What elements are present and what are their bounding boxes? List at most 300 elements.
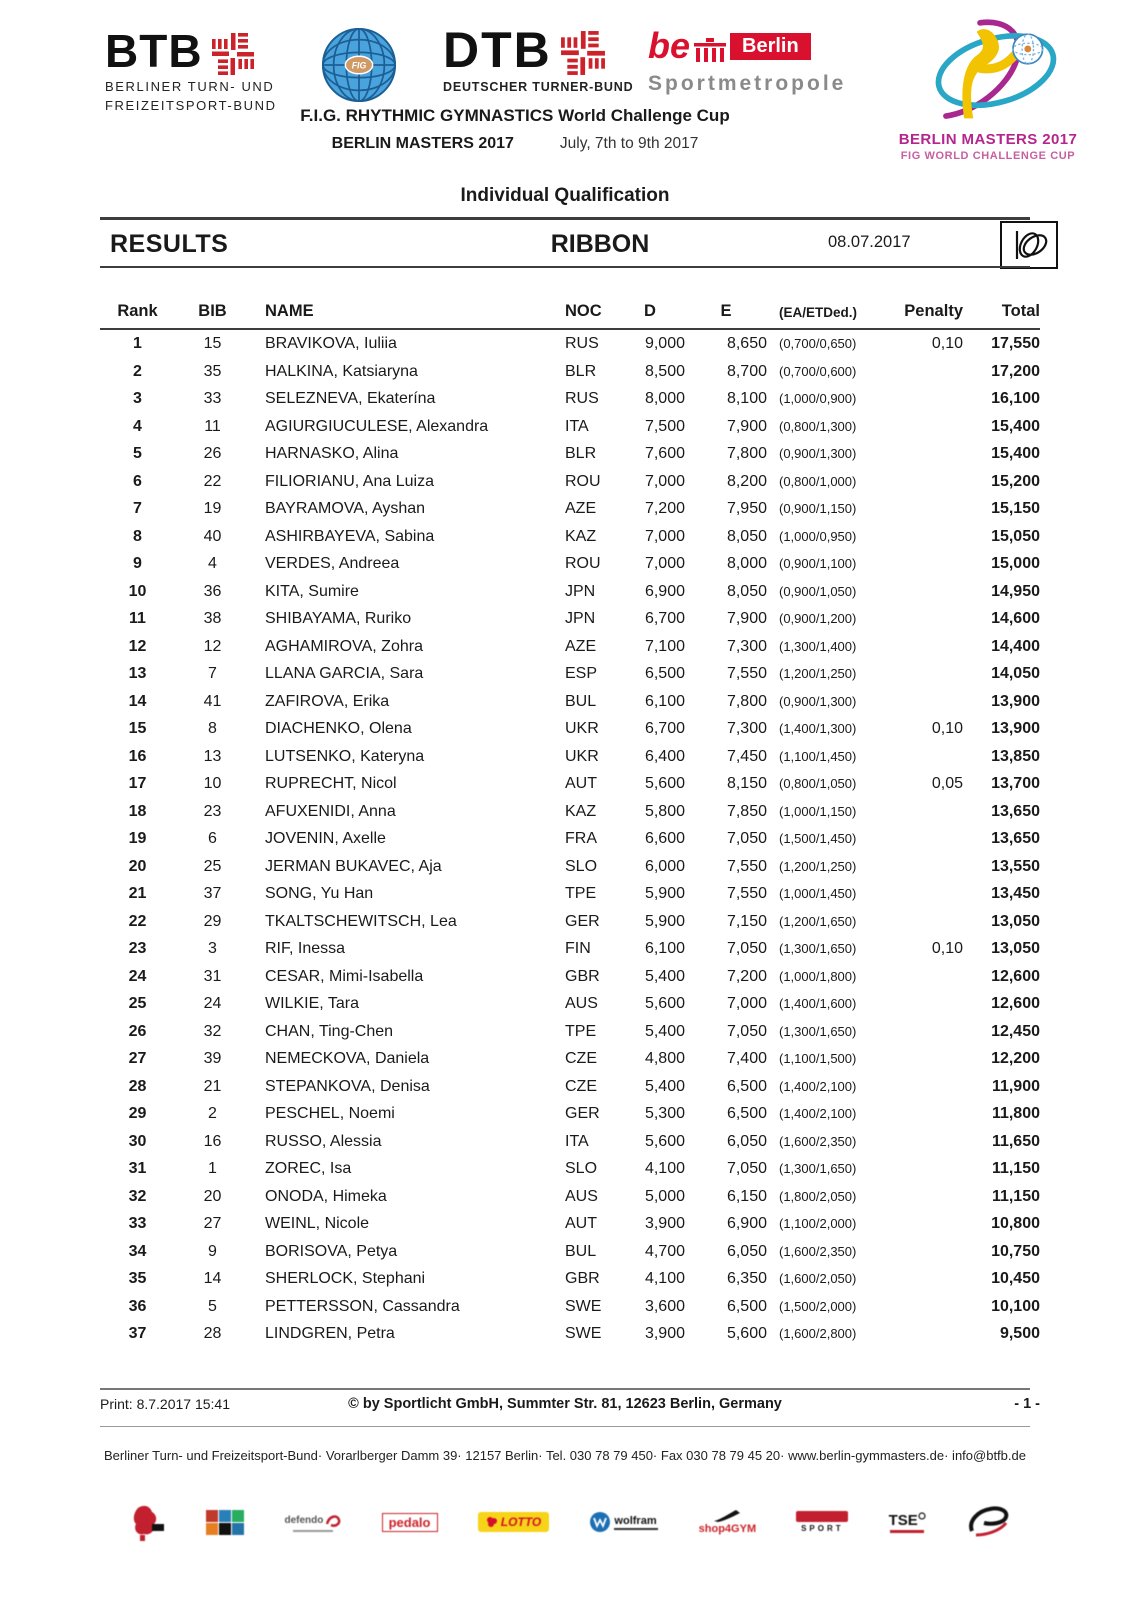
cell-total: 11,800 (991, 1105, 1040, 1122)
cell-rank: 16 (128, 747, 147, 765)
sponsor-tse-logo (889, 1512, 926, 1533)
cell-total: 13,850 (991, 747, 1040, 765)
table-row (100, 1018, 1040, 1046)
sponsor-sport-logo (796, 1511, 848, 1533)
cell-penalty (883, 523, 963, 551)
column-header-name: NAME (265, 302, 314, 320)
cell-penalty (883, 1210, 963, 1238)
cell-penalty (883, 495, 963, 523)
cell-rank: 37 (128, 1325, 147, 1342)
cell-noc: FIN (565, 940, 591, 957)
cell-ea-et: (1,300/1,650) (779, 1023, 857, 1039)
table-row (100, 1045, 1040, 1073)
cell-noc: JPN (565, 582, 596, 600)
cell-penalty (883, 605, 963, 633)
cell-rank: 4 (133, 417, 142, 435)
cell-ea-et: (1,000/0,900) (779, 391, 857, 406)
cell-name: HALKINA, Katsiaryna (265, 362, 418, 380)
cell-ea-et: (1,400/1,600) (779, 996, 857, 1011)
cell-e-score: 6,350 (726, 1270, 767, 1287)
cell-total: 16,100 (991, 390, 1040, 407)
cell-d-score: 7,000 (644, 555, 685, 572)
cell-noc: FRA (565, 830, 597, 847)
cell-e-score: 7,800 (726, 692, 767, 710)
event-subtitle-row (100, 135, 930, 153)
cell-rank: 14 (128, 692, 147, 710)
cell-name: HARNASKO, Alina (265, 445, 399, 462)
cell-bib: 32 (203, 1022, 222, 1040)
results-table-header (100, 290, 1040, 330)
cell-total: 13,650 (991, 802, 1040, 820)
dtb-logo-subtitle: DEUTSCHER TURNER-BUND (443, 80, 634, 94)
cell-total: 13,700 (991, 775, 1040, 792)
footer-copyright: © by Sportlicht GmbH, Summter Str. 81, 12623 Berlin, Germany (348, 1396, 782, 1412)
cell-d-score: 6,100 (644, 940, 685, 957)
table-row (100, 798, 1040, 826)
cell-ea-et: (0,900/1,300) (779, 446, 857, 461)
cell-e-score: 8,200 (726, 472, 767, 490)
cell-total: 15,400 (991, 445, 1040, 462)
cell-noc: GBR (565, 967, 600, 985)
cell-e-score: 7,850 (726, 802, 767, 820)
divider (100, 266, 1030, 268)
cell-ea-et: (0,900/1,150) (779, 501, 857, 516)
cell-noc: CZE (565, 1050, 597, 1067)
table-row (100, 1238, 1040, 1266)
cell-total: 15,200 (991, 472, 1040, 490)
table-row (100, 908, 1040, 936)
cell-e-score: 7,050 (726, 1022, 767, 1040)
cell-noc: UKR (565, 720, 599, 737)
table-row (100, 1210, 1040, 1238)
cell-noc: ROU (565, 555, 601, 572)
cell-penalty (883, 853, 963, 881)
cell-bib: 41 (203, 692, 222, 710)
table-row (100, 358, 1040, 386)
cell-rank: 28 (128, 1077, 147, 1095)
footer-page-number: - 1 - (1014, 1396, 1040, 1412)
cell-total: 13,050 (991, 940, 1040, 957)
cell-total: 11,650 (991, 1132, 1040, 1150)
cell-e-score: 8,150 (726, 775, 767, 792)
cell-d-score: 3,600 (644, 1297, 685, 1315)
cell-noc: ITA (565, 417, 589, 435)
cell-total: 12,200 (991, 1050, 1040, 1067)
cell-e-score: 7,900 (726, 610, 767, 627)
cell-rank: 7 (133, 500, 142, 517)
cell-total: 11,900 (991, 1077, 1040, 1095)
cell-e-score: 7,400 (726, 1050, 767, 1067)
cell-e-score: 7,550 (726, 857, 767, 875)
table-row (100, 330, 1040, 358)
cell-bib: 36 (203, 582, 222, 600)
table-row (100, 440, 1040, 468)
cell-ea-et: (1,400/1,300) (779, 721, 857, 736)
cell-ea-et: (1,100/2,000) (779, 1216, 857, 1231)
column-header-noc: NOC (565, 302, 602, 320)
cell-name: WILKIE, Tara (265, 995, 359, 1012)
sponsor-defendo-label: defendo (284, 1514, 324, 1526)
sponsor-lotto-logo (478, 1512, 549, 1532)
cell-d-score: 9,000 (644, 335, 685, 352)
table-row (100, 715, 1040, 743)
cell-d-score: 4,800 (644, 1050, 685, 1067)
cell-e-score: 7,800 (726, 445, 767, 462)
cell-total: 10,750 (991, 1242, 1040, 1260)
cell-d-score: 5,400 (644, 1022, 685, 1040)
cell-noc: RUS (565, 390, 599, 407)
cell-bib: 11 (204, 417, 221, 435)
table-row (100, 1128, 1040, 1156)
cell-noc: BUL (565, 692, 597, 710)
cell-d-score: 5,400 (644, 1077, 685, 1095)
cell-penalty (883, 550, 963, 578)
cell-d-score: 6,500 (644, 665, 685, 682)
cell-e-score: 5,600 (726, 1325, 767, 1342)
cell-total: 13,450 (991, 885, 1040, 902)
cell-penalty (883, 963, 963, 991)
cell-bib: 20 (203, 1187, 222, 1205)
cell-penalty (883, 468, 963, 496)
cell-d-score: 6,100 (644, 692, 685, 710)
cell-e-score: 8,100 (726, 390, 767, 407)
cell-rank: 1 (133, 335, 142, 352)
cell-d-score: 7,100 (644, 637, 685, 655)
cell-name: LINDGREN, Petra (265, 1325, 395, 1342)
cell-total: 12,600 (991, 967, 1040, 985)
cell-d-score: 4,700 (644, 1242, 685, 1260)
table-row (100, 633, 1040, 661)
cell-noc: AZE (565, 637, 597, 655)
dtb-logo-text: DTB (443, 22, 552, 78)
cell-bib: 33 (203, 390, 222, 407)
be-berlin-logo (648, 25, 847, 96)
cell-rank: 29 (128, 1105, 147, 1122)
cell-bib: 38 (203, 610, 222, 627)
cell-name: BRAVIKOVA, Iuliia (265, 335, 397, 352)
cell-noc: AUS (565, 995, 598, 1012)
cell-e-score: 8,050 (726, 582, 767, 600)
cell-d-score: 5,600 (644, 1132, 685, 1150)
table-row (100, 880, 1040, 908)
cell-name: ZAFIROVA, Erika (265, 692, 390, 710)
cell-bib: 15 (203, 335, 222, 352)
cell-noc: RUS (565, 335, 599, 352)
cell-penalty (883, 1073, 963, 1101)
cell-ea-et: (0,800/1,300) (779, 418, 857, 434)
cell-noc: ROU (565, 472, 601, 490)
cell-d-score: 5,000 (644, 1187, 685, 1205)
cell-penalty (883, 633, 963, 661)
cell-penalty (883, 1238, 963, 1266)
sponsor-wolfram-logo (589, 1511, 658, 1533)
column-header-total: Total (1001, 302, 1040, 320)
divider (100, 1426, 1030, 1427)
cell-total: 11,150 (991, 1187, 1040, 1205)
sponsor-wolfram-label: wolfram (614, 1514, 657, 1527)
cell-e-score: 7,550 (726, 885, 767, 902)
cell-penalty (883, 1183, 963, 1211)
cell-bib: 5 (208, 1297, 217, 1315)
cell-d-score: 5,600 (644, 775, 685, 792)
cell-rank: 27 (128, 1050, 147, 1067)
cell-d-score: 5,600 (644, 995, 685, 1012)
cell-d-score: 7,000 (644, 527, 685, 545)
cell-e-score: 8,700 (726, 362, 767, 380)
cell-total: 10,100 (991, 1297, 1040, 1315)
cell-total: 15,400 (991, 417, 1040, 435)
cell-bib: 9 (208, 1242, 217, 1260)
cell-noc: BUL (565, 1242, 597, 1260)
cell-name: NEMECKOVA, Daniela (265, 1050, 430, 1067)
cell-ea-et: (1,500/2,000) (779, 1298, 857, 1314)
cell-d-score: 5,900 (644, 912, 685, 930)
cell-total: 14,050 (991, 665, 1040, 682)
table-row (100, 468, 1040, 496)
footer-contact-line: Berliner Turn- und Freizeitsport-Bund· Vorarlberger Damm 39· 12157 Berlin· Tel. 030 78 79 450· Fax 030 78 79 45 20· www.berlin-gymmasters.de· info@btfb.de (104, 1448, 1026, 1463)
cell-bib: 24 (203, 995, 222, 1012)
cell-rank: 18 (128, 802, 147, 820)
column-header-ea-et: (EA/ETDed.) (779, 305, 858, 320)
berlin-masters-logo-subtitle: FIG WORLD CHALLENGE CUP (900, 150, 1076, 162)
cell-ea-et: (1,300/1,650) (779, 941, 857, 956)
cell-total: 13,650 (991, 830, 1040, 847)
cell-penalty (883, 1100, 963, 1128)
cell-name: AGIURGIUCULESE, Alexandra (265, 417, 489, 435)
cell-penalty (883, 413, 963, 441)
table-row (100, 1100, 1040, 1128)
cell-total: 17,550 (991, 335, 1040, 352)
cell-bib: 22 (203, 472, 222, 490)
cell-total: 13,550 (991, 857, 1040, 875)
cell-rank: 23 (128, 940, 147, 957)
cell-penalty (883, 1045, 963, 1073)
cell-d-score: 4,100 (644, 1270, 685, 1287)
cell-noc: BLR (565, 362, 597, 380)
cell-penalty (883, 1018, 963, 1046)
cell-noc: KAZ (565, 527, 597, 545)
cell-e-score: 6,050 (726, 1132, 767, 1150)
cell-rank: 15 (128, 720, 147, 737)
cell-e-score: 7,300 (726, 637, 767, 655)
event-title: F.I.G. RHYTHMIC GYMNASTICS World Challenge Cup (300, 106, 730, 125)
cell-ea-et: (1,600/2,050) (779, 1271, 857, 1286)
cell-total: 14,600 (991, 610, 1040, 627)
cell-bib: 26 (203, 445, 222, 462)
cell-bib: 7 (208, 665, 217, 682)
cell-rank: 10 (128, 582, 147, 600)
cell-noc: TPE (565, 1022, 597, 1040)
cell-ea-et: (1,000/0,950) (779, 528, 857, 544)
cell-total: 10,800 (991, 1215, 1040, 1232)
cell-e-score: 7,200 (726, 967, 767, 985)
cell-bib: 1 (208, 1160, 217, 1177)
brandenburg-gate-icon (694, 38, 726, 64)
table-row (100, 853, 1040, 881)
cell-ea-et: (0,900/1,300) (779, 693, 857, 709)
table-row (100, 770, 1040, 798)
footer-print-timestamp: Print: 8.7.2017 15:41 (100, 1396, 230, 1412)
cell-noc: BLR (565, 445, 597, 462)
sponsor-logos-row (130, 1492, 1010, 1552)
cell-total: 10,450 (991, 1270, 1040, 1287)
sponsor-lotto-label: LOTTO (500, 1515, 542, 1529)
cell-rank: 17 (128, 775, 147, 792)
cell-ea-et: (1,800/2,050) (779, 1188, 857, 1204)
cell-penalty (883, 440, 963, 468)
cell-penalty (883, 1293, 963, 1321)
cell-rank: 20 (128, 857, 147, 875)
cell-d-score: 4,100 (644, 1160, 685, 1177)
cell-penalty (883, 908, 963, 936)
cell-d-score: 6,700 (644, 720, 685, 737)
cell-noc: AUT (565, 1215, 597, 1232)
cell-bib: 29 (203, 912, 222, 930)
cell-name: JERMAN BUKAVEC, Aja (265, 857, 442, 875)
cell-e-score: 6,500 (726, 1297, 767, 1315)
table-row (100, 495, 1040, 523)
cell-ea-et: (0,900/1,100) (779, 556, 857, 571)
cell-penalty (883, 578, 963, 606)
cell-bib: 13 (203, 747, 222, 765)
cell-bib: 12 (203, 637, 222, 655)
gymnast-logo-icon (913, 16, 1063, 124)
cell-name: DIACHENKO, Olena (265, 720, 412, 737)
cell-ea-et: (1,500/1,450) (779, 831, 857, 846)
column-header-e: E (720, 302, 732, 320)
cell-name: CHAN, Ting-Chen (265, 1022, 394, 1040)
cell-d-score: 3,900 (644, 1215, 685, 1232)
be-berlin-berlin-text: Berlin (730, 33, 811, 60)
cell-rank: 31 (128, 1160, 147, 1177)
cell-name: ZOREC, Isa (265, 1160, 352, 1177)
cell-penalty (883, 880, 963, 908)
column-header-penalty: Penalty (904, 302, 963, 320)
cell-ea-et: (0,900/1,050) (779, 583, 857, 599)
sponsor-defendo-logo (284, 1512, 341, 1532)
table-row (100, 688, 1040, 716)
cell-ea-et: (1,600/2,350) (779, 1133, 857, 1149)
cell-penalty (883, 358, 963, 386)
cell-noc: SLO (565, 857, 598, 875)
cell-penalty (883, 385, 963, 413)
cell-ea-et: (1,000/1,800) (779, 968, 857, 984)
cell-name: WEINL, Nicole (265, 1215, 370, 1232)
cell-penalty (883, 1265, 963, 1293)
cell-penalty (883, 743, 963, 771)
cell-e-score: 7,050 (726, 1160, 767, 1177)
cell-name: KITA, Sumire (265, 582, 359, 600)
cell-rank: 2 (133, 362, 142, 380)
cell-bib: 10 (203, 775, 222, 792)
sponsor-pedalo-label: pedalo (382, 1513, 438, 1532)
cell-bib: 3 (208, 940, 217, 957)
cell-bib: 8 (208, 720, 217, 737)
sponsor-sport-label: SPORT (801, 1524, 844, 1533)
table-row (100, 990, 1040, 1018)
be-berlin-subtitle: Sportmetropole (648, 72, 847, 95)
cell-noc: AUT (565, 775, 597, 792)
cell-noc: GER (565, 912, 600, 930)
cell-name: SONG, Yu Han (265, 885, 374, 902)
sponsor-swoosh-logo (966, 1505, 1010, 1539)
cell-total: 14,950 (991, 582, 1040, 600)
cell-bib: 6 (208, 830, 217, 847)
cell-d-score: 6,700 (644, 610, 685, 627)
cell-name: JOVENIN, Axelle (265, 830, 386, 847)
table-row (100, 385, 1040, 413)
cell-bib: 40 (203, 527, 222, 545)
cell-d-score: 6,900 (644, 582, 685, 600)
cell-total: 9,500 (999, 1325, 1040, 1342)
cell-e-score: 8,650 (726, 335, 767, 352)
cell-bib: 14 (203, 1270, 222, 1287)
cell-noc: GBR (565, 1270, 600, 1287)
cell-e-score: 7,300 (726, 720, 767, 737)
cell-d-score: 7,500 (644, 417, 685, 435)
cell-noc: SWE (565, 1325, 602, 1342)
results-label: RESULTS (110, 230, 229, 258)
cell-d-score: 6,600 (644, 830, 685, 847)
cell-name: FILIORIANU, Ana Luiza (265, 472, 434, 490)
cell-ea-et: (1,600/2,350) (779, 1243, 857, 1259)
cell-penalty: 0,05 (931, 775, 963, 792)
cell-ea-et: (0,900/1,200) (779, 611, 857, 626)
results-table (100, 290, 1040, 1348)
cell-name: RUSSO, Alessia (265, 1132, 382, 1150)
cell-penalty (883, 1128, 963, 1156)
cell-penalty: 0,10 (931, 335, 963, 352)
cell-total: 14,400 (991, 637, 1040, 655)
cell-noc: CZE (565, 1077, 597, 1095)
cell-bib: 4 (208, 555, 217, 572)
cell-ea-et: (1,300/1,650) (779, 1161, 857, 1176)
cell-ea-et: (1,300/1,400) (779, 638, 857, 654)
cell-d-score: 5,800 (644, 802, 685, 820)
table-row (100, 825, 1040, 853)
cell-rank: 32 (128, 1187, 147, 1205)
cell-noc: AUS (565, 1187, 598, 1205)
turner-cross-icon (560, 30, 606, 76)
cell-e-score: 6,900 (726, 1215, 767, 1232)
apparatus-name: RIBBON (550, 230, 650, 258)
cell-name: ONODA, Himeka (265, 1187, 387, 1205)
cell-e-score: 6,500 (726, 1105, 767, 1122)
cell-penalty: 0,10 (931, 940, 963, 957)
table-row (100, 1073, 1040, 1101)
event-dates: July, 7th to 9th 2017 (559, 135, 699, 152)
cell-ea-et: (1,200/1,650) (779, 913, 857, 929)
cell-bib: 31 (203, 967, 222, 985)
section-title: Individual Qualification (460, 185, 670, 206)
be-berlin-be-text: be (648, 25, 691, 66)
cell-rank: 19 (128, 830, 147, 847)
cell-d-score: 7,200 (644, 500, 685, 517)
cell-rank: 8 (133, 527, 142, 545)
cell-total: 17,200 (991, 362, 1040, 380)
cell-name: PETTERSSON, Cassandra (265, 1297, 460, 1315)
cell-penalty (883, 1155, 963, 1183)
cell-d-score: 5,400 (644, 967, 685, 985)
cell-d-score: 5,300 (644, 1105, 685, 1122)
cell-total: 13,900 (991, 720, 1040, 737)
fig-globe-logo (320, 26, 398, 109)
cell-name: BAYRAMOVA, Ayshan (265, 500, 426, 517)
sponsor-tse-label: TSE (888, 1511, 918, 1529)
cell-e-score: 6,050 (726, 1242, 767, 1260)
table-row (100, 605, 1040, 633)
cell-name: BORISOVA, Petya (265, 1242, 398, 1260)
